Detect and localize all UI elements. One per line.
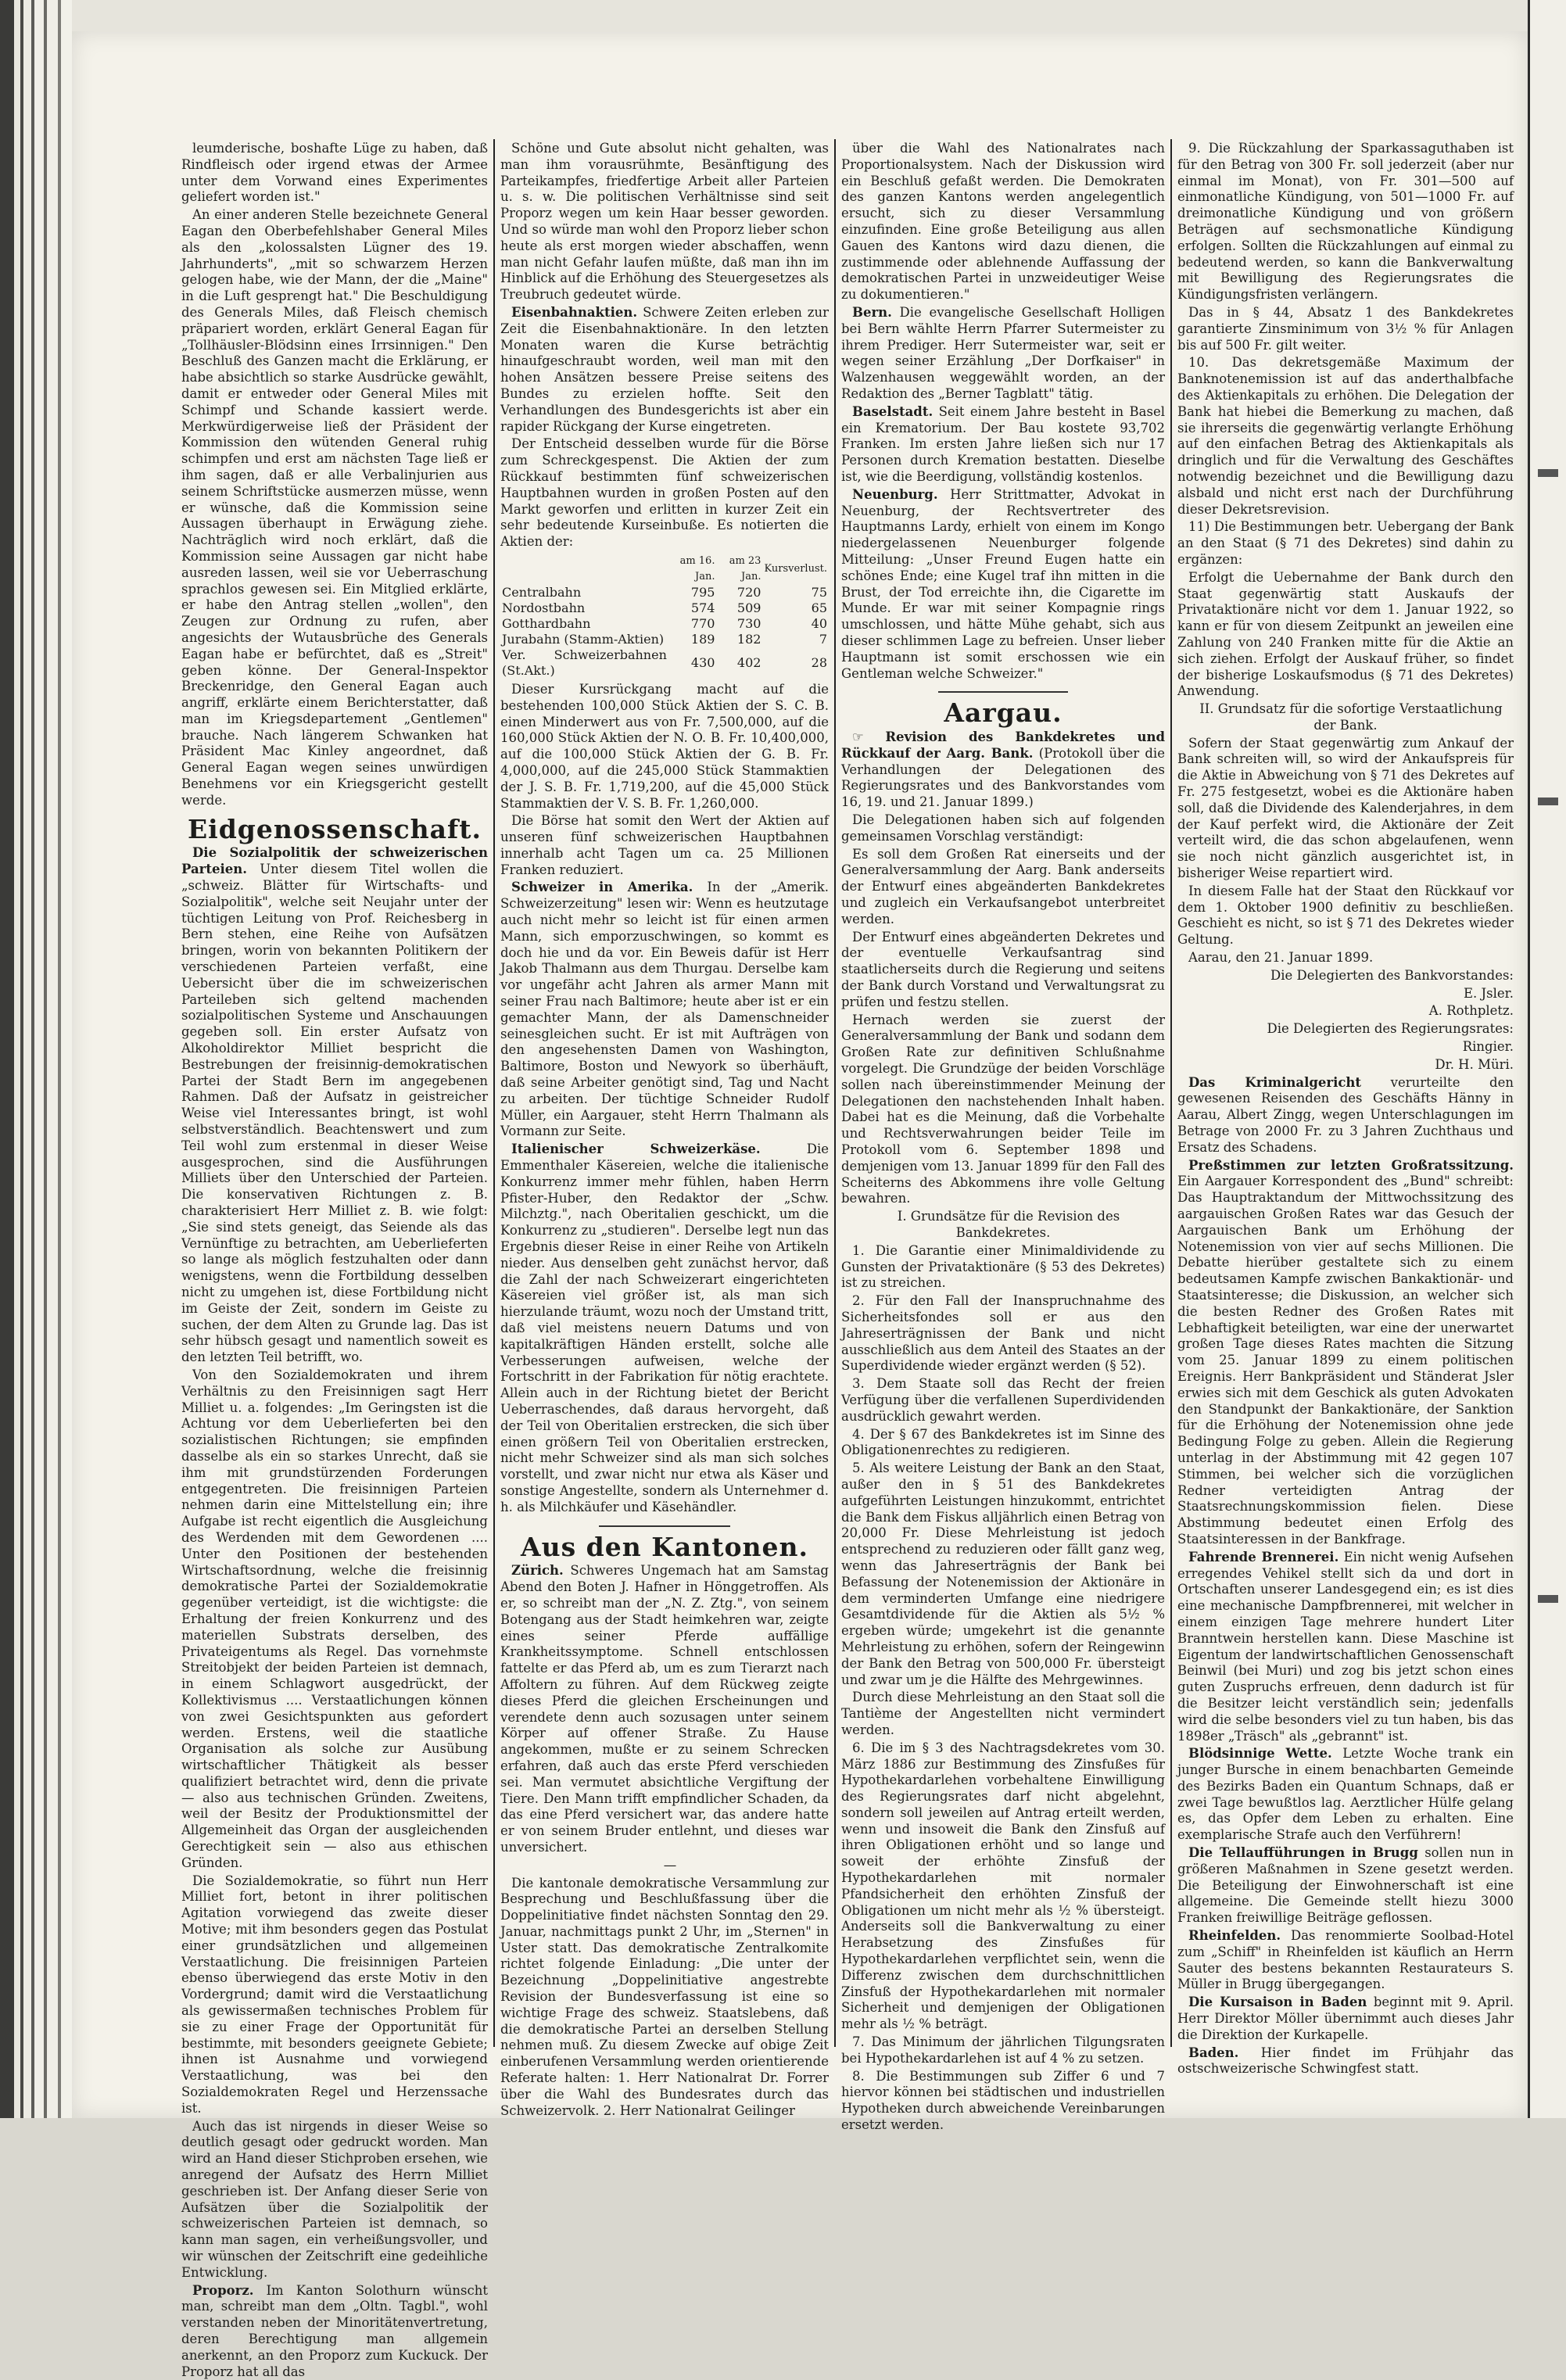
column-rule xyxy=(1170,139,1172,2047)
article-heading: Rheinfelden. xyxy=(1188,1928,1281,1944)
article-body: Unter diesem Titel wollen die „schweiz. Blätter für Wirtschafts- und Sozialpolitik", welche seit Neujahr unter der tüchtigen Leitung von Prof. Reichesberg in Bern stehen, eine Reihe von Aufsätzen bringen, worin von bekannten Politikern der verschiedenen Parteien verfaßt, eine Uebersicht über die im schweizerischen Parteileben sich geltend machenden sozialpolitischen Systeme und Anschauungen gegeben soll. Ein erster Aufsatz von Alkoholdirektor Milliet bespricht die Bestrebungen der freisinnig-demokratischen Partei der Stadt Bern im angegebenen Rahmen. Daß der Aufsatz in geistreicher Weise viel Interessantes bringt, ist wohl selbstverständlich. Beachtenswert und zum Teil wohl zum erstenmal in dieser Weise ausgesprochen, sind die Ausführungen Milliets über den Unterschied der Parteien. Die konservativen Richtungen z. B. charakterisiert Herr Milliet z. B. wie folgt: „Sie sind stets geneigt, das Seiende als das Vernünftige zu betrachten, am Ueberlieferten so lange als möglich festzuhalten oder dann wenigstens, wenn die Fortbildung desselben nicht zu umgehen ist, diese Fortbildung nicht im Geiste der Zeit, sondern im Geiste zu suchen, der dem Alten zu Grunde lag. Das ist sehr hübsch gesagt und namentlich soweit es den letzten Teil betrifft, wo. xyxy=(181,862,488,1365)
article-heading: Neuenburg. xyxy=(852,486,938,502)
column-header: am 16. Jan. xyxy=(679,554,715,582)
column-header: Kursverlust. xyxy=(764,562,827,575)
list-item: 1. Die Garantie einer Minimaldividende zu Gunsten der Privataktionäre (§ 53 des Dekretes) ist zu streichen. xyxy=(841,1242,1165,1291)
article-heading: Eisenbahnaktien. xyxy=(511,304,638,320)
article-text: Die Sozialdemokratie, so führt nun Herr Milliet fort, betont in ihrer politischen Agitation vorwiegend das zweite dieser Motive; mit ihm besonders gegen das Postulat einer grundsätzlichen und allgemeinen Verstaatlichung. Die freisinnigen Parteien ebenso überwiegend das erste Motiv in den Vordergrund; damit wird die Verstaatlichung als gewissermaßen technisches Problem für sie zu einer Frage der Opportunität für bestimmte, mit besonders geeignete Gebiete; ihnen ist Ausnahme und vorwiegend Verstaatlichung, was bei den Sozialdemokraten Regel und Herzenssache ist. xyxy=(181,1873,488,2116)
article-heading: Die Tellaufführungen in Brugg xyxy=(1188,1845,1418,1861)
article-body: Die evangelische Gesellschaft Holligen bei Bern wählte Herrn Pfarrer Sutermeister zu ihrem Prediger. Herr Sutermeister war, seit er wegen seiner Erzählung „Der Dorfkaiser" in Walzenhausen weggewählt worden, an der Redaktion des „Berner Tagblatt" tätig. xyxy=(841,304,1165,401)
list-item: 3. Dem Staate soll das Recht der freien Verfügung über die verfallenen Superdividenden ausdrücklich gewahrt werden. xyxy=(841,1376,1165,1424)
signature: Ringier. xyxy=(1462,1039,1514,1055)
article-heading: Schweizer in Amerika. xyxy=(511,880,693,895)
list-item: 5. Als weitere Leistung der Bank an den Staat, außer den in § 51 des Bankdekretes aufgeführten Leistungen hinzukommt, entrichtet die Bank dem Fiskus alljährlich einen Betrag von 20,000 Fr. Diese Mehrleistung ist jedoch entsprechend zu reduzieren oder fällt ganz weg, wenn das Jahreserträgnis der Bank bei Befassung der Notenemission der Aktionäre in dem verminderten Umfange eine niedrigere Gesamtdividende für die Aktien als 5½ % ergeben würde; umgekehrt ist die genannte Mehrleistung zu erhöhen, sofern der Reingewinn der Bank den Betrag von 500,000 Fr. übersteigt und zwar um je die Hälfte des Mehrgewinnes. xyxy=(841,1461,1165,1687)
article-text: Die Delegationen haben sich auf folgenden gemeinsamen Vorschlag verständigt: xyxy=(841,812,1165,844)
edge-mark xyxy=(1538,1595,1558,1603)
subheading: II. Grundsatz für die sofortige Verstaatlichung der Bank. xyxy=(1199,701,1503,733)
article-text xyxy=(500,1142,829,1515)
article-text xyxy=(841,404,1165,486)
list-item: 8. Die Bestimmungen sub Ziffer 6 und 7 hiervor können bei städtischen und industriellen Hypotheken durch abweichende Vereinbarungen ersetzt werden. xyxy=(841,2068,1165,2133)
article-heading: Italienischer Schweizerkäse. xyxy=(511,1142,761,1157)
column-rule xyxy=(834,139,836,2047)
article-text xyxy=(1177,1928,1514,1993)
table-row xyxy=(500,616,829,632)
cell: 40 xyxy=(811,615,827,631)
article-text xyxy=(1177,1158,1514,1548)
cell: 28 xyxy=(811,654,827,670)
cell: 509 xyxy=(736,600,761,615)
cell: 720 xyxy=(736,584,761,600)
article-text: Dieser Kursrückgang macht auf die bestehenden 100,000 Stück Aktien der S. C. B. einen Minderwert aus von Fr. 7,500,000, auf die 160,000 Stück Aktien der N. O. B. Fr. 10,400,000, auf die 100,000 Stück Aktien der G. B. Fr. 4,000,000, auf die 245,000 Stück Stammaktien der J. S. B. Fr. 1,719,200, auf die 45,000 Stück Stammaktien der V. S. B. Fr. 1,260,000. xyxy=(500,681,829,811)
column-header: am 23 Jan. xyxy=(729,554,761,582)
pointing-hand-icon: ☞ xyxy=(852,729,864,745)
row-label: Gotthardbahn xyxy=(502,615,591,631)
article-text: In diesem Falle hat der Staat den Rückkauf vor dem 1. Oktober 1900 definitiv zu beschließen. Geschieht es nicht, so ist § 71 des Dekretes wieder Geltung. xyxy=(1177,883,1514,948)
next-page-edge xyxy=(1528,0,1566,2118)
column-4 xyxy=(1177,141,1514,2077)
column-rule xyxy=(493,139,495,2047)
divider xyxy=(599,1525,730,1527)
article-heading: Baden. xyxy=(1188,2045,1239,2060)
article-text: über die Wahl des Nationalrates nach Proportionalsystem. Nach der Diskussion wird ein Beschluß gefaßt werden. Die Demokraten des ganzen Kantons werden angelegentlich ersucht, sich zu dieser Versammlung einzufinden. Eine große Beteiligung aus allen Gauen des Kantons wird dazu dienen, die zustimmende oder ablehnende Auffassung der demokratischen Partei in unzweideutiger Weise zu dokumentieren." xyxy=(841,141,1165,303)
section-heading: Aus den Kantonen. xyxy=(521,1531,808,1562)
article-text: Schöne und Gute absolut nicht gehalten, was man ihm vorausrühmte, Besänftigung des Parteikampfes, friedfertige Arbeit aller Parteien u. s. w. Die politischen Verhältnisse sind seit Proporz wegen um kein Haar besser geworden. Und so würde man wohl den Proporz lieber schon heute als erst morgen wieder abschaffen, wenn man nicht Gefahr laufen müßte, daß man ihn im Hinblick auf die Erhöhung des Steuergesetzes als Treubruch gedeutet würde. xyxy=(500,141,829,303)
stock-table xyxy=(500,554,829,679)
article-heading: Preßstimmen zur letzten Großratssitzung. xyxy=(1188,1157,1514,1173)
article-body: Schwere Zeiten erleben zur Zeit die Eisenbahnaktionäre. In den letzten Monaten waren die Kurse beträchtig hinaufgeschraubt worden, weil man mit den hohen Ansätzen bessere Preise seitens des Bundes zu erzielen hoffte. Seit den Verhandlungen des Bundesgerichts ist aber ein rapider Rückgang der Kurse eingetreten. xyxy=(500,304,829,434)
divider xyxy=(938,691,1068,693)
article-text xyxy=(1177,2045,1514,2078)
column-3 xyxy=(841,141,1165,2133)
signature-label: Die Delegierten des Bankvorstandes: xyxy=(1270,967,1514,983)
article-heading: Baselstadt. xyxy=(852,403,934,419)
table-row xyxy=(500,585,829,600)
cell: 730 xyxy=(736,615,761,631)
cell: 65 xyxy=(811,600,827,615)
list-item: Durch diese Mehrleistung an den Staat soll die Tantième der Angestellten nicht vermindert werden. xyxy=(841,1690,1165,1737)
list-item: 6. Die im § 3 des Nachtragsdekretes vom 30. März 1886 zur Bestimmung des Zinsfußes für Hypothekardarlehen vorbehaltene Einwilligung des Regierungsrates darf nicht abgelehnt, sondern soll jeweilen auf Antrag erteilt werden, wenn und insoweit die Bank den Zinsfuß auf ihren Obligationen erhöht und so lange und soweit der erhöhte Zinsfuß der Hypothekardarlehen mit normaler Pfandsicherheit den erhöhten Zinsfuß der Obligationen um nicht mehr als ½ % übersteigt. Anderseits soll die Bankverwaltung zu einer Herabsetzung des Zinsfußes für Hypothekardarlehen verpflichtet sein, wenn die Differenz zwischen dem durchschnittlichen Zinsfuß der Hypothekardarlehen mit normaler Sicherheit und demjenigen der Obligationen mehr als ½ % beträgt. xyxy=(841,1740,1165,2032)
row-label: Centralbahn xyxy=(502,584,582,600)
article-text: leumderische, boshafte Lüge zu haben, daß Rindfleisch oder irgend etwas der Armee unter dem Vorwand eines Experimentes geliefert worden ist." xyxy=(181,141,488,205)
article-text: Die kantonale demokratische Versammlung zur Besprechung und Beschlußfassung über die Doppelinitiative findet nächsten Sonntag den 29. Januar, nachmittags punkt 2 Uhr, im „Sternen" in Uster statt. Das demokratische Zentralkomite richtet folgende Einladung: „Die unter der Bezeichnung „Doppelinitiative angestrebte Revision der Bundesverfassung ist eine so wichtige Frage des schweiz. Staatslebens, daß die demokratische Partei an derselben Stellung nehmen muß. Zu diesem Zwecke auf obige Zeit einberufenen Versammlung werden orientierende Referate halten: 1. Herr Nationalrat Dr. Forrer über die Wahl des Bundesrates durch das Schweizervolk. 2. Herr Nationalrat Geilinger xyxy=(500,1875,829,2118)
article-body: Im Kanton Solothurn wünscht man, schreibt man dem „Oltn. Tagbl.", wohl verstanden neben der Minoritätenvertretung, deren Berechtigung man allgemein anerkennt, an den Proporz zum Kuckuck. Der Proporz hat all das xyxy=(181,2282,488,2379)
article-heading: Blödsinnige Wette. xyxy=(1188,1746,1332,1762)
article-text xyxy=(841,487,1165,683)
article-text xyxy=(1177,1075,1514,1156)
row-label: Ver. Schweizerbahnen (St.Akt.) xyxy=(502,647,667,678)
article-text: An einer anderen Stelle bezeichnete General Eagan den Oberbefehlshaber General Miles als den „kolossalsten Lügner des 19. Jahrhunderts", „mit so schwarzem Herzen gelogen habe, wie der Mann, der die „Maine" in die Luft gesprengt hat." Die Beschuldigung des Generals Miles, daß Fleisch chemisch präpariert worden, erklärt General Eagan für „Tollhäusler-Blödsinn eines Irrsinnigen." Den Beschluß des Ganzen macht die Erklärung, er habe absichtlich so starke Ausdrücke gewählt, damit er entweder oder General Miles mit Schimpf und Schande kassiert werde. Merkwürdigerweise ließ der Präsident der Kommission den wütenden General ruhig schimpfen und erst am nächsten Tage ließ er ihm sagen, daß er alle Verbalinjurien aus seinem Schriftstücke ausmerzen müsse, wenn er wünsche, daß die Kommission seine Aussagen überhaupt in Erwägung ziehe. Nachträglich wird noch erklärt, daß die Kommission seine Aussagen gar nicht habe ausreden lassen, weil sie vor Ueberraschung sprachlos gewesen sei. Ein Mitglied erklärte, er habe den Antrag stellen „wollen", den Zeugen zur Ordnung zu rufen, aber angesichts der Wutausbrüche des Generals Eagan habe er befürchtet, daß es „Streit" geben könne. Der General-Inspektor Breckenridge, den General Eagan auch angriff, erklärte einem Berichterstatter, daß man im Kriegsdepartement „Gentlemen" brauche. Nach längerem Schwanken hat Präsident Mac Kinley angeordnet, daß General Eagan wegen seines unwürdigen Benehmens vor ein Kriegsgericht gestellt werde. xyxy=(181,207,488,808)
article-text: Hernach werden sie zuerst der Generalversammlung der Bank und sodann dem Großen Rate zur definitiven Schlußnahme vorgelegt. Die Grundzüge der beiden Vorschläge sollen nach übereinstimmender Meinung der Delegationen den nachstehenden Inhalt haben. Dabei hat es die Meinung, daß die Vorbehalte und Rechtsverwahrungen beider Teile im Protokoll vom 6. September 1898 und demjenigen vom 13. Januar 1899 für den Fall des Scheiterns des Abkommens ihre volle Geltung bewahren. xyxy=(841,1012,1165,1206)
edge-mark xyxy=(1538,469,1558,477)
table-row xyxy=(500,632,829,647)
article-body: Ein Aargauer Korrespondent des „Bund" schreibt: Das Hauptraktandum der Mittwochssitzung des aargauischen Großen Rates war das Gesuch der Aargauischen Bank um Erhöhung der Notenemission von vier auf sechs Millionen. Die Debatte hierüber gestaltete sich zu einem bedeutsamen Kampfe zwischen Bankaktionär- und Staatsinteresse; die Diskussion, an welcher sich die besten Redner des Großen Rates mit Lebhaftigkeit beteiligten, war eine der unerwartet großen Tage dieses Rates machten die Sitzung vom 25. Januar 1899 zu einem politischen Ereignis. Herr Bankpräsident und Ständerat Jsler erwies sich mit dem Geschick als guten Advokaten den Standpunkt der Bankaktionäre, der Sanktion für die Erhöhung der Notenemission ohne jede Bedingung Folge zu geben. Allein die Regierung unterlag in der Abstimmung mit 42 gegen 107 Stimmen, bei welcher sich die vorzüglichen Redner verteidigten Antrag der Staatsrechnungskommission fielen. Diese Abstimmung bedeutet einen Erfolg des Staatsinteressen in der Bankfrage. xyxy=(1177,1174,1514,1547)
article-body: Schweres Ungemach hat am Samstag Abend den Boten J. Hafner in Hönggetroffen. Als er, so schreibt man der „N. Z. Ztg.", von seinem Botengang aus der Stadt heimkehren war, zeigte eines seiner Pferde auffällige Krankheitssymptome. Schnell entschlossen fattelte er das Pferd ab, um es zum Tierarzt nach Affoltern zu führen. Auf dem Rückweg zeigte dieses Pferd die gleichen Erscheinungen und verendete denn auch sozusagen unter seinem Körper auf offener Straße. Zu Hause angekommen, mußte er zu seinem Schrecken erfahren, daß auch das erste Pferd verschieden sei. Man vermutet absichtliche Vergiftung der Tiere. Den Mann trifft empfindlicher Schaden, da das eine Pferd versichert war, das andere hatte er von seinem Bruder entlehnt, und dieses war unversichert. xyxy=(500,1563,829,1855)
article-text xyxy=(181,2283,488,2380)
article-heading: Proporz. xyxy=(192,2282,254,2298)
list-item: 11) Die Bestimmungen betr. Uebergang der Bank an den Staat (§ 71 des Dekretes) sind dahin zu ergänzen: xyxy=(1177,519,1514,567)
edge-mark xyxy=(1538,798,1558,805)
article-heading: Bern. xyxy=(852,304,892,320)
article-body: Letzte Woche trank ein junger Bursche in einem benachbarten Gemeinde des Bezirks Baden ein Quantum Schnaps, daß er zwei Tage bewußtlos lag. Aerztlicher Hülfe gelang es, das Opfer dem Leben zu erhalten. Eine exemplarische Strafe auch den Verführern! xyxy=(1177,1746,1514,1843)
signature: Dr. H. Müri. xyxy=(1435,1056,1514,1072)
table-row xyxy=(500,600,829,616)
article-heading: Fahrende Brennerei. xyxy=(1188,1549,1339,1565)
list-item: Erfolgt die Uebernahme der Bank durch den Staat gegenwärtig statt Auskaufs der Privataktionäre nicht vor dem 1. Januar 1922, so kann er für von diesem Zeitpunkt an jeweilen eine Zahlung von 240 Franken mitte für die Aktie an sich ziehen. Erfolgt der Auskauf früher, so findet der bisherige Loskaufsmodus (§ 71 des Dekretes) Anwendung. xyxy=(1177,569,1514,699)
article-text xyxy=(841,729,1165,811)
cell: 182 xyxy=(736,631,761,647)
article-heading: Die Kursaison in Baden xyxy=(1188,1995,1367,2010)
article-body: Ein nicht wenig Aufsehen erregendes Vehikel stellt sich da und dort in Ortschaften unserer Landesgegend ein; es ist dies eine mechanische Dampfbrennerei, mit welcher in einem einzigen Tage mehrere hundert Liter Branntwein herstellen kann. Diese Maschine ist Eigentum der landwirtschaftlichen Genossenschaft Beinwil (bei Muri) und zog bis jetzt schon eines guten Zuspruchs erfreuen, denn dadurch ist für die Besitzer leicht verständlich sein; jedenfalls wird die selbe besonders viel zu tun haben, bis das 1898er „Träsch" als „gebrannt" ist. xyxy=(1177,1549,1514,1744)
article-body: sollen nun in größeren Maßnahmen in Szene gesetzt werden. Die Beteiligung der Einwohnerschaft ist eine allgemeine. Die Gemeinde stellt hiezu 3000 Franken freiwillige Beiträge geflossen. xyxy=(1177,1845,1514,1926)
column-2 xyxy=(500,141,829,2118)
article-heading: Zürich. xyxy=(511,1563,564,1579)
article-text xyxy=(181,845,488,1366)
article-body: (Protokoll über die Verhandlungen der Delegationen des Regierungsrates und des Bankvorstandes vom 16, 19. und 21. Januar 1899.) xyxy=(841,745,1165,810)
page-edges-left xyxy=(0,0,72,2118)
article-text xyxy=(1177,1746,1514,1844)
article-text: Der Entwurf eines abgeänderten Dekretes und der eventuelle Verkaufsantrag sind staatlicherseits durch die Regierung und seitens der Bank durch Vorstand und Verwaltungsrat zu prüfen und festzu stellen. xyxy=(841,929,1165,1009)
article-body: verurteilte den gewesenen Reisenden des Geschäfts Hänny in Aarau, Albert Zingg, wegen Unterschlagungen im Betrage von 2000 Fr. zu 3 Jahren Zuchthaus und Ersatz des Schadens. xyxy=(1177,1074,1514,1155)
dateline: Aarau, den 21. Januar 1899. xyxy=(1188,950,1374,966)
article-heading: Revision des Bankdekretes und Rückkauf der Aarg. Bank. xyxy=(841,729,1165,761)
list-item: 10. Das dekretsgemäße Maximum der Banknotenemission ist auf das anderthalbfache des Aktienkapitals zu erhöhen. Die Delegation der Bank hat hiebei die Bemerkung zu machen, daß sie ihrerseits die gegenwärtig verlangte Erhöhung auf den einfachen Betrag des Aktienkapitals als dringlich und für die Verwaltung des Geschäftes notwendig bezeichnet und die Bewilligung dazu alsbald und nicht erst nach der Durchführung dieser Dekretsrevision. xyxy=(1177,355,1514,517)
signature-label: Die Delegierten des Regierungsrates: xyxy=(1267,1021,1514,1037)
row-label: Jurabahn (Stamm-Aktien) xyxy=(502,631,665,647)
article-text xyxy=(500,1563,829,1855)
article-text: Auch das ist nirgends in dieser Weise so deutlich gesagt oder gedruckt worden. Man wird an Hand dieser Stichproben ersehen, wie anregend der Aufsatz des Herrn Milliet geschrieben ist. Der Anfang dieser Serie von Aufsätzen über die Sozialpolitik der schweizerischen Parteien ist demnach, so kann man sagen, ein verheißungsvoller, und wir wünschen der Zeitschrift eine gedeihliche Entwicklung. xyxy=(181,2118,488,2280)
table-row xyxy=(500,647,829,679)
article-body: Herr Strittmatter, Advokat in Neuenburg, der Rechtsvertreter des Hauptmanns Lardy, erhielt von einem im Kongo niedergelassenen Neuenburger folgende Mitteilung: „Unser Freund Eugen hatte ein schönes Ende; eine Kugel traf ihn mitten in die Brust, der Tod erreichte ihn, die Cigarette im Munde. Er war mit seiner Kompagnie rings umschlossen, und hätte Mühe gehabt, sich aus dieser schlimmen Lage zu befreien. Unser lieber Hauptmann ist somit erschossen wie ein Gentleman welche Schweizer." xyxy=(841,486,1165,681)
stock-table-header xyxy=(500,554,829,585)
cell: 574 xyxy=(690,600,715,615)
cell: 189 xyxy=(690,631,715,647)
article-text: Von den Sozialdemokraten und ihrem Verhältnis zu den Freisinnigen sagt Herr Milliet u. a. folgendes: „Im Geringsten ist die Achtung vor dem Ueberlieferten bei den sozialistischen Richtungen; sie empfinden dasselbe als ein so starkes Unrecht, daß sie ihm mit grundstürzenden Forderungen entgegentreten. Die freisinnigen Parteien nehmen darin eine Mittelstellung ein; ihre Aufgabe ist recht eigentlich die Ausgleichung des Werdenden mit dem Gewordenen .... Unter den Positionen der bestehenden Wirtschaftsordnung, welche die freisinnig demokratische Partei der Sozialdemokratie gegenüber verteidigt, ist die wichtigste: die Erhaltung der freien Konkurrenz und des materiellen Substrats derselben, des Privateigentums als Regel. Das vornehmste Streitobjekt der beiden Parteien ist demnach, in einem Schlagwort ausgedrückt, der Kollektivismus .... Verstaatlichungen können von zwei Gesichtspunkten aus gefordert werden. Erstens, weil die staatliche Organisation als solche zur Ausübung wirtschaftlicher Thätigkeit als besser qualifiziert betrachtet wird, denn die private — also aus technischen Gründen. Zweitens, weil der Besitz der Produktionsmittel der Allgemeinheit das Organ der ausgleichenden Gerechtigkeit sein — also aus ethischen Gründen. xyxy=(181,1367,488,1870)
article-text: Sofern der Staat gegenwärtig zum Ankauf der Bank schreiten will, so wird der Ankaufspreis für die Aktie in Abweichung von § 71 des Dekretes auf Fr. 275 festgesetzt, wobei es die Aktionäre haben soll, daß die Dividende des Kalenderjahres, in dem der Kauf perfekt wird, die Aktionäre der Zeit verteilt wird, die das schon abgelaufenen, wenn sie noch nicht gänzlich ausgerichtet ist, in bisheriger Weise repartiert wird. xyxy=(1177,735,1514,881)
dash-separator: — xyxy=(663,1857,677,1873)
article-text: Es soll dem Großen Rat einerseits und der Generalversammlung der Aarg. Bank anderseits der Entwurf eines abgeänderten Bankdekretes und zugleich ein Verkaufsangebot unterbreitet werden. xyxy=(841,846,1165,927)
article-text xyxy=(500,305,829,435)
signature: A. Rothpletz. xyxy=(1428,1003,1514,1019)
article-body: In der „Amerik. Schweizerzeitung" lesen wir: Wenn es heutzutage auch nicht mehr so leicht ist für einen armen Mann, sich emporzuschwingen, so kommt es doch hie und da vor. Ein Beweis dafür ist Herr Jakob Thalmann aus dem Thurgau. Derselbe kam vor ungefähr acht Jahren als armer Mann mit seiner Frau nach Baltimore; heute aber ist er ein gemachter Mann, der als Damenschneider seinesgleichen sucht. Er ist mit Aufträgen von den angesehensten Damen von Washington, Baltimore, Boston und Newyork so überhäuft, daß seine Arbeiter genötigt sind, Tag und Nacht zu arbeiten. Der tüchtige Schneider Rudolf Müller, ein Aargauer, steht Herrn Thalmann als Vormann zur Seite. xyxy=(500,880,829,1139)
article-text xyxy=(841,305,1165,403)
article-text xyxy=(500,880,829,1140)
article-body: Das renommierte Soolbad-Hotel zum „Schiff" in Rheinfelden ist käuflich an Herrn Sauter des bestens bekannten Restaurateurs S. Müller in Brugg übergegangen. xyxy=(1177,1928,1514,1992)
article-body: Hier findet im Frühjahr das ostschweizerische Schwingfest statt. xyxy=(1177,2045,1514,2077)
article-text xyxy=(1177,1550,1514,1745)
article-body: Die Emmenthaler Käsereien, welche die italienische Konkurrenz immer mehr fühlen, haben Herrn Pfister-Huber, den Redaktor der „Schw. Milchztg.", nach Oberitalien geschickt, um die Konkurrenz zu „studieren". Derselbe legt nun das Ergebnis dieser Reise in einer Reihe von Artikeln nieder. Aus denselben geht zunächst hervor, daß die Zahl der nach Schweizerart eingerichteten Käsereien viel größer ist, als man sich hierzulande träumt, wozu noch der Umstand tritt, daß viel meistens neuern Datums und von kapitalkräftigen Händen erstellt, solche alle Verbesserungen aufweisen, welche der Fortschritt in der Fabrikation für nötig erachtete. Allein auch in der Richtung bietet der Bericht Ueberraschendes, daß daraus hervorgeht, daß der Teil von Oberitalien erstrecken, die sich über einen größern Teil von Oberitalien erstrecken, nicht mehr Schweizer sind als man sich solches vorstellt, und zwar nicht nur etwa als Käser und sonstige Angestellte, sondern als Unternehmer d. h. als Milchkäufer und Käsehändler. xyxy=(500,1142,829,1514)
article-heading: Das Kriminalgericht xyxy=(1188,1074,1362,1090)
cell: 430 xyxy=(690,654,715,670)
row-label: Nordostbahn xyxy=(502,600,586,615)
top-shadow xyxy=(72,0,1528,31)
list-item: 4. Der § 67 des Bankdekretes ist im Sinne des Obligationenrechtes zu redigieren. xyxy=(841,1426,1165,1458)
article-text xyxy=(1177,1995,1514,2043)
cell: 7 xyxy=(819,631,827,647)
cell: 402 xyxy=(736,654,761,670)
list-item: Das in § 44, Absatz 1 des Bankdekretes garantierte Zinsminimum von 3½ % für Anlagen bis auf 500 Fr. gilt weiter. xyxy=(1177,304,1514,353)
list-item: 2. Für den Fall der Inanspruchnahme des Sicherheitsfondes soll er aus den Jahreserträgnissen der Bank und nicht ausschließlich aus dem Anteil des Staates an der Superdividende wieder ergänzt werden (§ 52). xyxy=(841,1293,1165,1374)
column-1 xyxy=(181,141,488,2379)
cell: 770 xyxy=(690,615,715,631)
subheading: I. Grundsätze für die Revision des Bankdekretes. xyxy=(897,1209,1120,1240)
article-text xyxy=(1177,1845,1514,1927)
article-body: Seit einem Jahre besteht in Basel ein Krematorium. Der Bau kostete 93,702 Franken. Im ersten Jahre ließen sich nur 17 Personen durch Kremation bestatten. Dieselbe ist, wie die Beerdigung, vollständig kostenlos. xyxy=(841,403,1165,484)
article-heading: Die Sozialpolitik der schweizerischen Parteien. xyxy=(181,845,488,877)
cell: 75 xyxy=(811,584,827,600)
list-item: 9. Die Rückzahlung der Sparkassaguthaben ist für den Betrag von 300 Fr. soll jederzeit (aber nur einmal im Monat), von Fr. 301—500 auf einmonatliche Kündigung, von 501—1000 Fr. auf dreimonatliche Kündigung und von größern Beträgen auf sechsmonatliche Kündigung erfolgen. Sollten die Rückzahlungen auf einmal zu bedeutend werden, so kann die Bankverwaltung mit Bewilligung des Regierungsrates die Kündigungsfristen verlängern. xyxy=(1177,141,1514,303)
article-text: Die Börse hat somit den Wert der Aktien auf unseren fünf schweizerischen Hauptbahnen innerhalb acht Tagen um ca. 25 Millionen Franken reduziert. xyxy=(500,813,829,877)
cell: 795 xyxy=(690,584,715,600)
article-body: beginnt mit 9. April. Herr Direktor Möller übernimmt auch dieses Jahr die Direktion der Kurkapelle. xyxy=(1177,1995,1514,2042)
section-heading: Aargau. xyxy=(944,697,1063,729)
section-heading: Eidgenossenschaft. xyxy=(188,813,482,844)
list-item: 7. Das Minimum der jährlichen Tilgungsraten bei Hypothekardarlehen ist auf 4 % zu setzen. xyxy=(841,2034,1165,2066)
article-text: Der Entscheid desselben wurde für die Börse zum Schreckgespenst. Die Aktien der zum Rückkauf bestimmten fünf schweizerischen Hauptbahnen wurden in großen Posten auf den Markt geworfen und erlitten in kurzer Zeit ein sehr bedeutende Kurseinbuße. Es notierten die Aktien der: xyxy=(500,436,829,550)
signature: E. Jsler. xyxy=(1464,985,1514,1001)
